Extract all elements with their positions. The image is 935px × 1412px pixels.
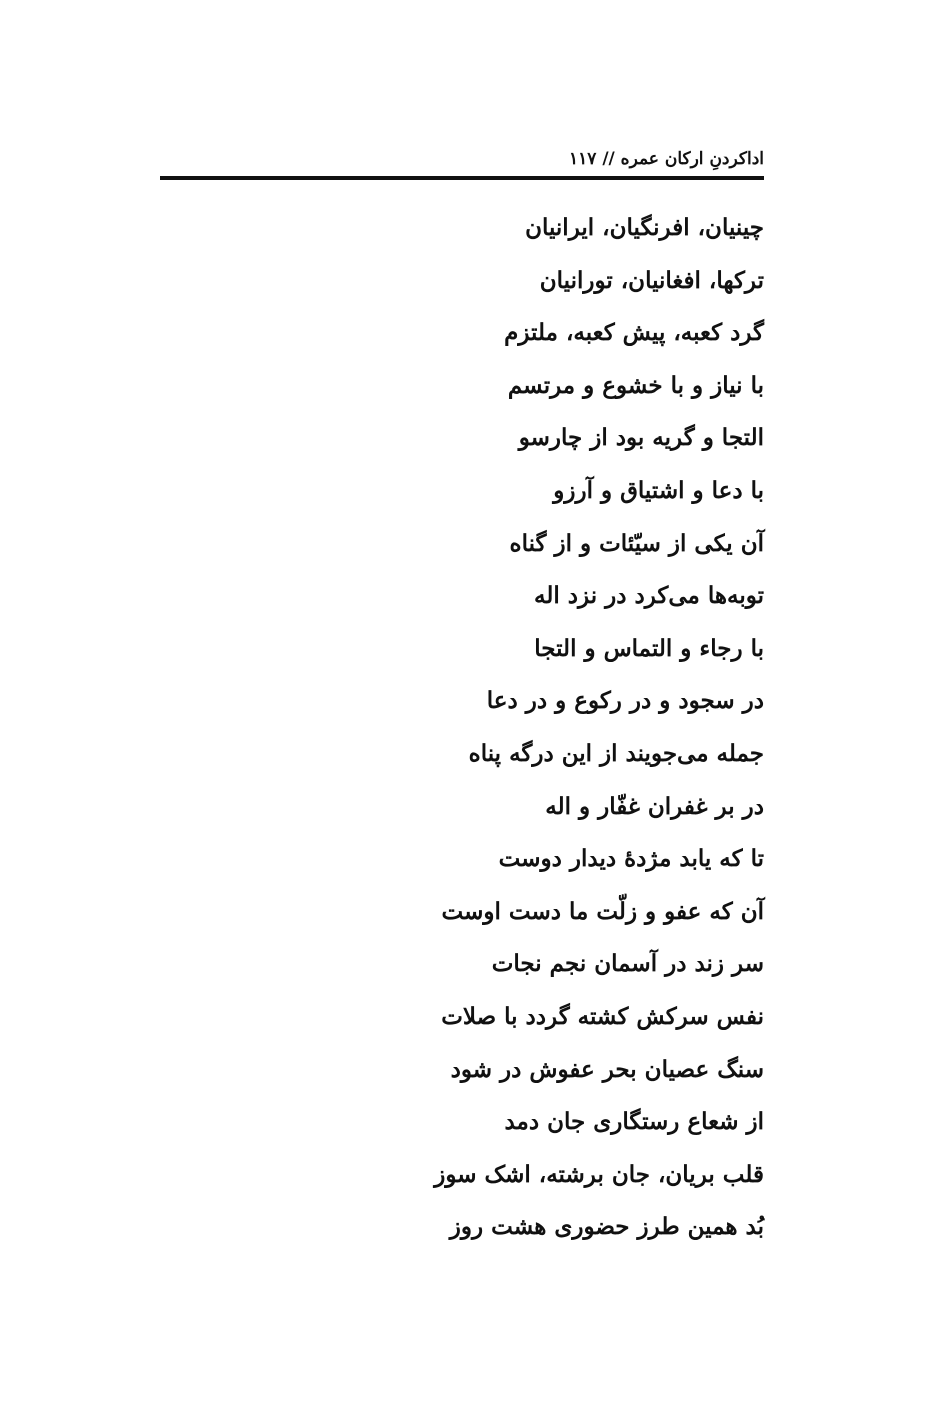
verse-line: آن یکی از سیّئات و از گناه [509,529,764,557]
verse-line: بُد همین طرز حضوری هشت روز [449,1213,764,1241]
verse-line: التجا و گریه بود از چارسو [518,424,764,452]
poem [300,206,764,1258]
verse-line: در بر غفران غفّار و اله [545,792,764,820]
verse-line: گرد کعبه، پیش کعبه، ملتزم [504,319,764,347]
verse-line: در سجود و در رکوع و در دعا [486,687,764,715]
verse-line: نفس سرکش کشته گردد با صلات [441,1002,764,1030]
verse-line: قلب بریان، جان برشته، اشک سوز [434,1160,764,1188]
verse-line: آن که عفو و زلّت ما دست اوست [441,897,764,925]
running-header: اداکردنِ ارکان عمره // ۱۱۷ [569,149,764,169]
verse-line: با دعا و اشتیاق و آرزو [553,476,764,504]
verse-line: سنگ عصیان بحر عفوش در شود [450,1055,764,1083]
verse-line: چینیان، افرنگیان، ایرانیان [525,214,764,241]
verse-line: توبه‌ها می‌کرد در نزد اله [534,582,764,610]
verse-line: از شعاع رستگاری جان دمد [504,1108,764,1136]
verse-line: با نیاز و با خشوع و مرتسم [507,371,764,399]
verse-line: ترکها، افغانیان، تورانیان [539,266,764,294]
verse-line: سر زند در آسمان نجم نجات [491,950,764,978]
verse-line: جمله می‌جویند از این درگه پناه [468,739,764,767]
header-rule [160,176,764,180]
verse-line: تا که یابد مژدۀ دیدار دوست [498,845,764,873]
verse-line: با رجاء و التماس و التجا [534,634,764,662]
